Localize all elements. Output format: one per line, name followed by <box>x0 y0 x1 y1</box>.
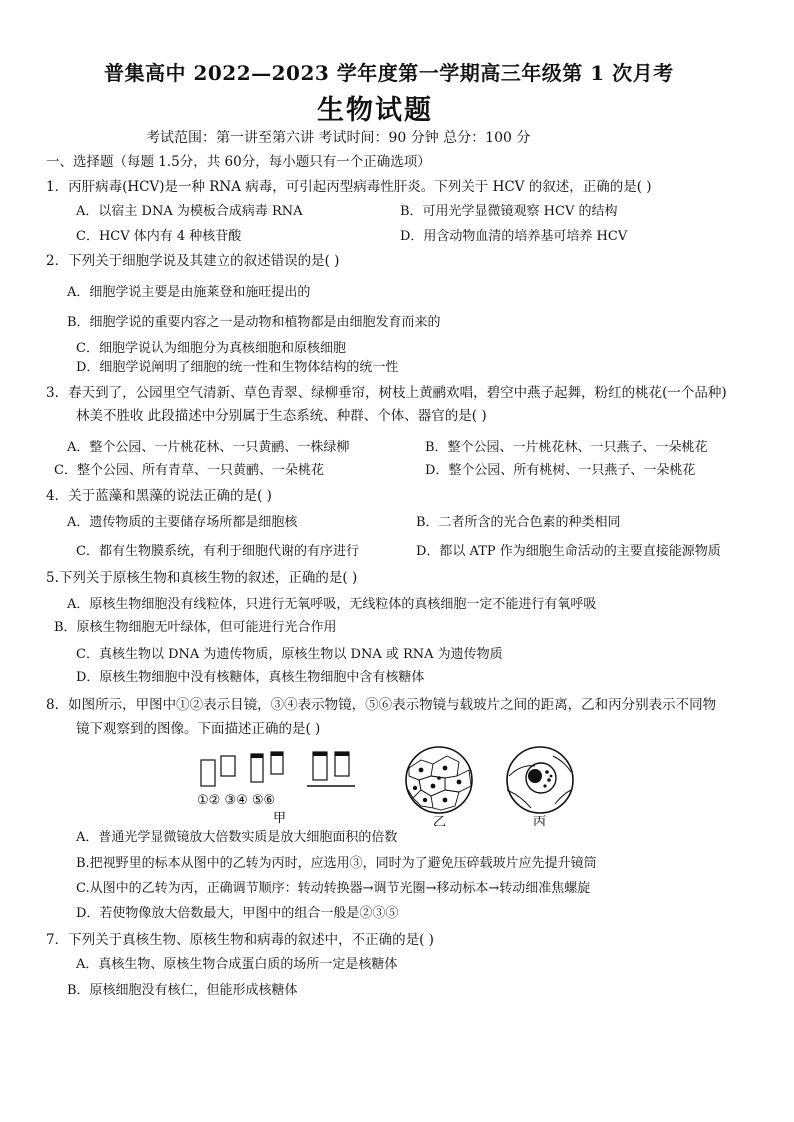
question-1-option-c: C．HCV 体内有 4 种核苷酸 <box>76 229 242 244</box>
objective-3-shape <box>251 754 263 782</box>
question-7-option-b: B．原核细胞没有核仁，但能形成核糖体 <box>67 983 298 998</box>
figure-caption-yi: 乙 <box>433 815 447 826</box>
question-8-option-a: A．普通光学显微镜放大倍数实质是放大细胞面积的倍数 <box>76 830 398 845</box>
view-yi-circle <box>406 747 472 813</box>
question-8-option-b: B.把视野里的标本从图中的乙转为丙时，应选用③，同时为了避免压碎载玻片应先提升镜筒 <box>76 856 597 871</box>
microscope-figure <box>195 746 585 826</box>
eyepiece-1-shape <box>201 760 215 786</box>
question-4-option-c: C．都有生物膜系统，有利于细胞代谢的有序进行 <box>76 544 359 559</box>
question-2-option-c: C．细胞学说认为细胞分为真核细胞和原核细胞 <box>76 341 346 356</box>
distance-5-band <box>313 752 327 756</box>
question-3-option-d: D．整个公园、所有桃树、一只燕子、一朵桃花 <box>425 463 696 478</box>
question-8-stem-line-1: 8．如图所示，甲图中①②表示目镜，③④表示物镜，⑤⑥表示物镜与载玻片之间的距离，乙和丙分别表示不同物 <box>46 697 717 713</box>
question-8-option-c: C.从图中的乙转为丙，正确调节顺序：转动转换器→调节光圈→移动标本→转动细准焦螺旋 <box>76 881 591 896</box>
distance-6-band <box>335 752 349 756</box>
exam-title: 普集高中 2022—2023 学年度第一学期高三年级第 1 次月考 <box>104 61 674 85</box>
question-8-option-d: D．若使物像放大倍数最大，甲图中的组合一般是②③⑤ <box>76 906 399 921</box>
question-2-option-a: A．细胞学说主要是由施莱登和施旺提出的 <box>67 285 311 300</box>
section-heading: 一、选择题（每题 1.5分，共 60分，每小题只有一个正确选项） <box>46 154 431 170</box>
distance-5-objective <box>313 752 327 780</box>
question-8-stem-line-2: 镜下观察到的图像。下面描述正确的是( ) <box>76 721 321 737</box>
view-yi-cells <box>407 756 471 810</box>
question-5-option-a: A．原核生物细胞没有线粒体，只进行无氧呼吸，无线粒体的真核细胞一定不能进行有氧呼吸 <box>67 597 597 612</box>
question-3-stem-line-2: 林美不胜收 此段描述中分别属于生态系统、种群、个体、器官的是( ) <box>76 408 487 424</box>
objective-3-band <box>251 754 263 758</box>
microscope-figure-svg <box>195 746 585 826</box>
exam-meta: 考试范围：第一讲至第六讲 考试时间：90 分钟 总分：100 分 <box>146 130 531 146</box>
figure-caption-bing: 丙 <box>533 815 547 826</box>
question-5-option-c: C．真核生物以 DNA 为遗传物质，原核生物以 DNA 或 RNA 为遗传物质 <box>76 647 503 662</box>
question-3-option-b: B．整个公园、一片桃花林、一只燕子、一朵桃花 <box>425 440 708 455</box>
question-1-option-a: A．以宿主 DNA 为模板合成病毒 RNA <box>76 204 303 219</box>
figure-caption-jia: 甲 <box>273 811 287 826</box>
view-bing-nucleus <box>528 769 542 783</box>
question-1-option-d: D．用含动物血清的培养基可培养 HCV <box>400 229 628 244</box>
question-4-option-b: B．二者所含的光合色素的种类相同 <box>416 515 621 530</box>
question-1-stem: 1．丙肝病毒(HCV)是一种 RNA 病毒，可引起丙型病毒性肝炎。下列关于 HCV 的叙述，正确的是( ) <box>46 179 652 195</box>
objective-4-band <box>271 752 283 756</box>
subject-title: 生物试题 <box>317 95 433 126</box>
question-4-option-d: D．都以 ATP 作为细胞生命活动的主要直接能源物质 <box>416 544 721 559</box>
question-7-option-a: A．真核生物、原核生物合成蛋白质的场所一定是核糖体 <box>76 957 398 972</box>
eyepiece-2-shape <box>221 756 235 776</box>
question-4-stem: 4．关于蓝藻和黑藻的说法正确的是( ) <box>46 488 272 504</box>
question-1-option-b: B．可用光学显微镜观察 HCV 的结构 <box>400 204 618 219</box>
question-3-option-c: C．整个公园、所有青草、一只黄鹂、一朵桃花 <box>54 463 324 478</box>
question-4-option-a: A．遗传物质的主要储存场所都是细胞核 <box>67 515 298 530</box>
question-2-stem: 2．下列关于细胞学说及其建立的叙述错误的是( ) <box>46 253 340 269</box>
question-7-stem: 7．下列关于真核生物、原核生物和病毒的叙述中，不正确的是( ) <box>46 932 434 948</box>
question-5-stem: 5.下列关于原核生物和真核生物的叙述，正确的是( ) <box>46 570 358 586</box>
question-2-option-d: D．细胞学说阐明了细胞的统一性和生物体结构的统一性 <box>76 360 399 375</box>
question-5-option-b: B．原核生物细胞无叶绿体，但可能进行光合作用 <box>54 620 337 635</box>
figure-jia-labels: ①② ③④ ⑤⑥ <box>197 793 276 808</box>
question-3-option-a: A．整个公园、一片桃花林、一只黄鹂、一株绿柳 <box>67 440 350 455</box>
question-3-stem-line-1: 3．春天到了，公园里空气清新、草色青翠、绿柳垂帘，树枝上黄鹂欢唱，碧空中燕子起舞，粉红的桃花(一个品种) <box>46 385 727 401</box>
question-2-option-b: B．细胞学说的重要内容之一是动物和植物都是由细胞发育而来的 <box>67 315 441 330</box>
view-bing-granules <box>543 770 552 787</box>
question-5-option-d: D．原核生物细胞中没有核糖体，真核生物细胞中含有核糖体 <box>76 670 425 685</box>
